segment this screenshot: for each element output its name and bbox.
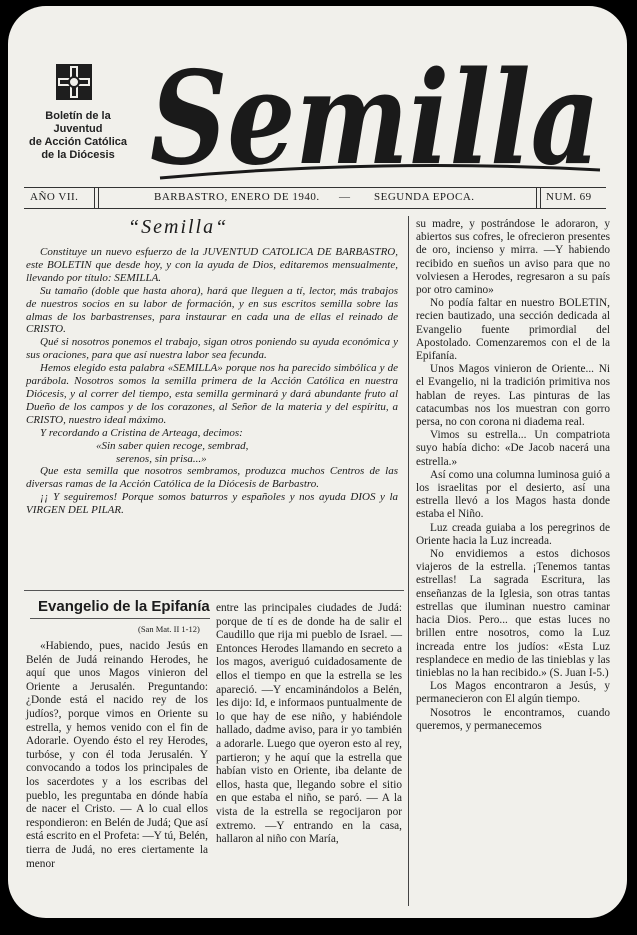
editorial-paragraph: Constituye un nuevo esfuerzo de la JUVENTUD CATOLICA DE BARBASTRO, este BOLETIN que desde hoy, y con la ayuda de Dios, editaremos mensualmente, llevando por título: SEMILLA. [26, 246, 398, 284]
editorial-paragraph: Su tamaño (doble que hasta ahora), hará que lleguen a tí, lector, más trabajos de nuestros socios en su labor de formación, y en sus escritos semilla sobre las almas de los barbastrenses, para instaurar en cada una de ellas el reinado de CRISTO. [26, 284, 398, 336]
commentary-paragraph: Luz creada guiaba a los peregrinos de Oriente hacia la Luz increada. [416, 521, 610, 547]
editorial-paragraph: Hemos elegido esta palabra «SEMILLA» porque nos ha parecido simbólica y de parábola. Nosotros somos la semilla primera de la Acción Católica en nuestra Diócesis, y al correr del tiempo, esta semilla germinará y dará abundante fruto al Dueño de los campos y de los corazones, al Señor de la materia y del espíritu, a CRISTO, nuestro ideal máximo. [26, 362, 398, 426]
masthead-title-text: Semilla [150, 44, 600, 194]
issue-place-date: BARBASTRO, ENERO DE 1940. [154, 191, 320, 203]
divider [94, 188, 99, 208]
editorial-paragraph: Que esta semilla que nosotros sembramos, produzca muchos Centros de las diversas ramas de la Acción Católica de la Diócesis de Barbastro. [26, 465, 398, 491]
editorial-paragraph: Qué si nosotros ponemos el trabajo, sigan otros poniendo su ayuda económica y sus oraciones, para que así nuestra labor sea fecunda. [26, 336, 398, 362]
subtitle-line: de la Diócesis [41, 149, 115, 161]
divider [536, 188, 541, 208]
bulletin-subtitle [26, 110, 130, 162]
gospel-text: «Habiendo, pues, nacido Jesús en Belén de Judá reinando Herodes, he aquí que unos Magos vinieron del Oriente a Jerusalén. Preguntando: ¿Donde está el nacido rey de los judíos?, porque vimos en Oriente su estrella, y hemos venido con el fin de Adorarle. Oyendo ésto el rey Herodes, turbóse, y con él toda Jerusalén. Y convocando a todos los principales de los sacerdotes y a los escribas del pueblo, les preguntaba en dónde había de nacer el Cristo. — A lo cual ellos respondieron: en Belén de Judá; Que así está escrito en el Profeta: —Y tú, Belén, tierra de Judá, no eres ciertamente la menor [26, 640, 208, 870]
editorial-heading: “Semilla“ [128, 216, 229, 238]
issue-year: AÑO VII. [30, 191, 79, 203]
column-rule [408, 216, 409, 906]
section-rule [24, 590, 404, 591]
commentary-paragraph: su madre, y postrándose le adoraron, y abiertos sus cofres, le ofrecieron presentes de oro, incienso y mirra. —Y habiendo recibido en sueños un aviso para que no volviesen a Herodes, regresaron a su país por otro camino» [416, 218, 610, 297]
commentary-paragraph: Nosotros le encontramos, cuando queremos, y permanecemos [416, 706, 610, 732]
commentary-column [416, 218, 610, 733]
subtitle-line: de Acción Católica [28, 136, 127, 148]
commentary-paragraph: Los Magos encontraron a Jesús, y permanecieron con El algún tiempo. [416, 680, 610, 706]
subtitle-line: Juventud [53, 123, 103, 135]
commentary-paragraph: Unos Magos vinieron de Oriente... Ni el Evangelio, ni la tradición primitiva nos hablan de reyes. Las pinturas de las catacumbas nos los muestran con gorro persa, no con corona ni diadema real. [416, 363, 610, 429]
gospel-column-1 [26, 640, 208, 871]
newspaper-page [8, 6, 627, 918]
commentary-paragraph: Así como una columna luminosa guió a los israelitas por el desierto, así una estrella llevó a los Magos hasta donde estaba el Niño. [416, 468, 610, 521]
gospel-heading: Evangelio de la Epifanía [38, 598, 210, 615]
subtitle-line: Boletín de la [45, 110, 111, 122]
verse-line: «Sin saber quien recoge, sembrad, [96, 439, 249, 452]
commentary-paragraph: Vimos su estrella... Un compatriota suyo había dicho: «De Jacob nacerá una estrella.» [416, 429, 610, 468]
masthead-title [140, 28, 610, 193]
issue-info-bar [24, 187, 606, 209]
gospel-citation: (San Mat. II 1-12) [138, 624, 200, 634]
gospel-text: entre las principales ciudades de Judá: porque de tí es de donde ha de salir el Caudillo que rija mi pueblo de Israel. — Entonces Herodes llamando en secreto a los magos, averiguó cuidadosamente de ellos el tiempo en que la estrella se les apareció. —Y encaminándolos a Belén, les dijo: Id, e informaos puntualmente de lo que hay de ese niño, y habiéndole hallado, dadme aviso, para ir yo también a adorarle. Luego que oyeron esto al rey, partieron; y he aquí que la estrella que habían visto en Oriente, iba delante de ellos, hasta que, llegando sobre el sitio en que estaba el niño, se paró. — A la vista de la estrella se regocijaron por extremo. —Y entrando en la casa, hallaron al niño con María, [216, 602, 402, 846]
editorial-body [26, 246, 398, 517]
editorial-paragraph: ¡¡ Y seguiremos! Porque somos baturros y españoles y nos ayuda DIOS y la VIRGEN DEL PILAR. [26, 491, 398, 517]
separator-dash: — [339, 191, 351, 203]
commentary-paragraph: No envidiemos a estos dichosos viajeros de la estrella. ¡Tenemos tantas estrellas! La sagrada Escritura, las enseñanzas de la Iglesia, son otras tantas estrellas que iluminan nuestro caminar hacia Dios. Pero... que estas luces no brillen entre nosotros, como la Luz increada entre los judíos: «Esta Luz resplandece en medio de las tinieblas y las tinieblas no la han recibido.» (S. Juan I-5.) [416, 548, 610, 679]
cross-emblem-icon [54, 62, 94, 102]
issue-number: NUM. 69 [546, 191, 592, 203]
gospel-column-2 [216, 602, 402, 847]
editorial-paragraph: Y recordando a Cristina de Arteaga, decimos: [40, 426, 243, 439]
heading-underline [30, 618, 210, 619]
issue-epoch: SEGUNDA EPOCA. [374, 191, 475, 203]
verse-line: serenos, sin prisa...» [116, 452, 207, 465]
commentary-paragraph: No podía faltar en nuestro BOLETIN, recien bautizado, una sección dedicada al Evangelio fuente primordial del Apostolado. Comenzaremos con el de la Epifanía. [416, 297, 610, 363]
